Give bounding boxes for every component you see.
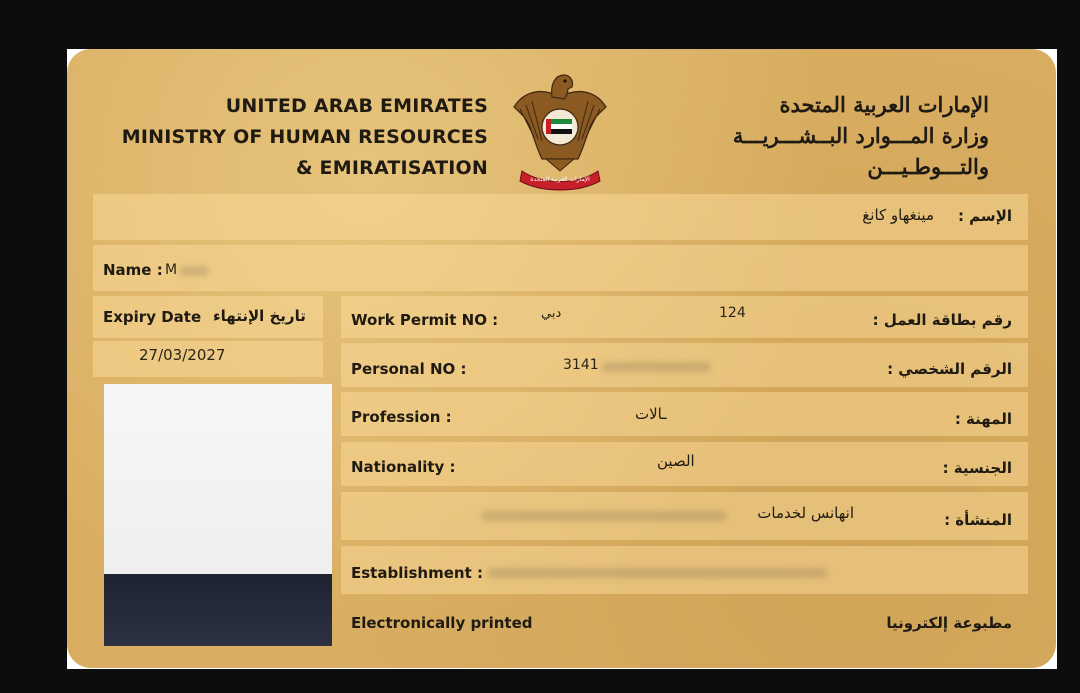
header-arabic — [629, 89, 989, 182]
work-permit-value: 124 — [719, 305, 746, 321]
establishment-ar-label: المنشأة : — [944, 511, 1012, 529]
header-en-line2: MINISTRY OF HUMAN RESOURCES — [121, 126, 488, 148]
emblem-ribbon-text: الإمارات العربية المتحدة — [530, 176, 590, 183]
nationality-value: الصين — [657, 452, 695, 470]
header-en-line1: UNITED ARAB EMIRATES — [225, 95, 488, 117]
work-permit-label-en: Work Permit NO : — [351, 311, 499, 329]
photo-clothing-area — [104, 574, 332, 646]
profession-label-en: Profession : — [351, 408, 452, 426]
personal-no-redaction — [601, 362, 711, 372]
nationality-label-en: Nationality : — [351, 458, 456, 476]
name-en-row — [93, 245, 1028, 291]
holder-photo — [104, 384, 332, 646]
name-ar-label: الإسم : — [957, 207, 1012, 225]
expiry-label-ar: تاريخ الإنتهاء — [213, 307, 306, 325]
profession-label-ar: المهنة : — [954, 410, 1012, 428]
header-ar-line3: والتـــوطـيـــن — [867, 154, 989, 179]
personal-no-label-en: Personal NO : — [351, 360, 467, 378]
name-redaction — [179, 266, 209, 276]
name-en-label: Name : — [103, 261, 163, 279]
header-ar-line1: الإمارات العربية المتحدة — [779, 92, 989, 117]
personal-no-label-ar: الرقم الشخصي : — [887, 360, 1012, 378]
work-permit-city: دبي — [541, 306, 562, 321]
expiry-label-en: Expiry Date — [103, 308, 202, 326]
establishment-ar-redaction — [481, 511, 727, 521]
header-ar-line2: وزارة المـــوارد البــشـــريـــة — [732, 123, 989, 148]
electronically-printed-ar: مطبوعة إلكترونيا — [886, 614, 1012, 632]
name-en-value: M — [165, 262, 178, 278]
establishment-label-en: Establishment : — [351, 564, 483, 582]
work-permit-label-ar: رقم بطاقة العمل : — [872, 311, 1012, 329]
header-english — [67, 91, 488, 184]
profession-value: ـالات — [635, 405, 667, 423]
name-ar-value: مينغهاو كانغ — [862, 206, 934, 224]
header-en-line3: & EMIRATISATION — [295, 157, 488, 179]
establishment-en-redaction — [487, 568, 827, 578]
expiry-value: 27/03/2027 — [139, 346, 226, 364]
nationality-label-ar: الجنسية : — [942, 459, 1012, 477]
establishment-ar-value: انهانس لخدمات — [757, 504, 854, 522]
work-permit-card — [67, 49, 1056, 668]
personal-no-value: 3141 — [563, 357, 599, 373]
uae-emblem-icon — [512, 67, 608, 193]
electronically-printed-en: Electronically printed — [351, 614, 533, 632]
